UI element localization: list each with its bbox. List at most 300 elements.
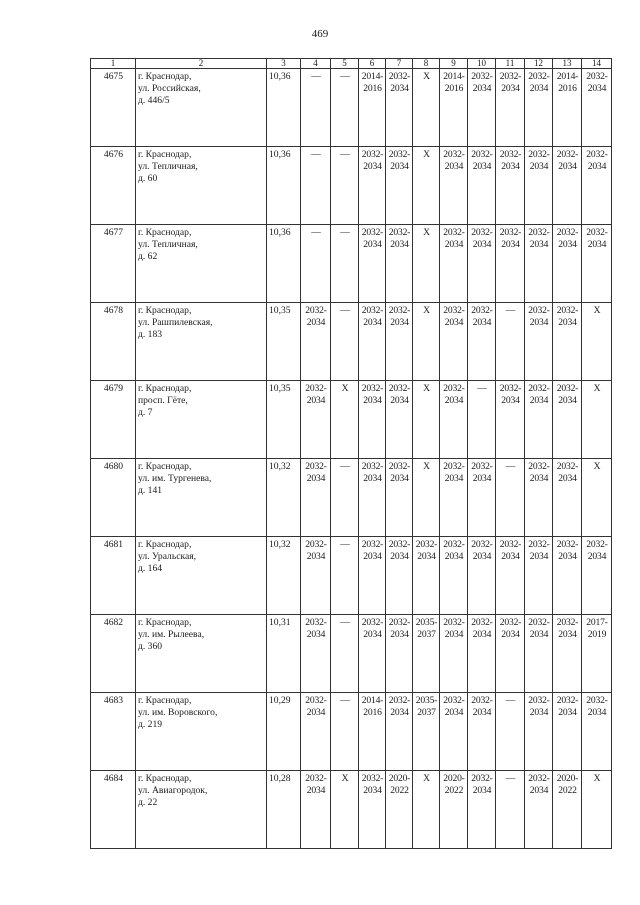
period-cell <box>468 615 496 693</box>
period-line: 2032- <box>528 383 550 394</box>
period-line: 2032- <box>305 539 327 550</box>
period-line: X <box>423 149 430 160</box>
period-line: 2034 <box>472 83 492 94</box>
address-line: д. 219 <box>138 719 163 730</box>
period-line: 2032- <box>528 773 550 784</box>
period-cell <box>582 225 612 303</box>
period-line: 2034 <box>472 707 492 718</box>
period-line: 2014- <box>443 71 465 82</box>
row-number: 4684 <box>91 771 136 849</box>
period-cell <box>359 381 386 459</box>
period-line: 2032- <box>388 383 411 394</box>
period-cell <box>525 459 553 537</box>
period-cell <box>331 615 359 693</box>
period-line: 2034 <box>558 161 577 172</box>
period-line: 2034 <box>390 395 409 406</box>
address-line: ул. им. Воровского, <box>138 707 218 718</box>
address-cell <box>136 303 267 381</box>
period-cell <box>496 615 525 693</box>
period-cell <box>359 537 386 615</box>
period-line: X <box>423 227 430 238</box>
period-line: 2034 <box>390 473 409 484</box>
period-cell <box>359 225 386 303</box>
period-line: 2032- <box>586 539 608 550</box>
period-cell <box>582 381 612 459</box>
period-line: 2034 <box>363 395 382 406</box>
period-line: X <box>423 461 430 472</box>
period-line: 2032- <box>556 227 579 238</box>
period-line: 2032- <box>528 539 550 550</box>
area-cell: 10,29 <box>267 693 301 771</box>
column-header: 13 <box>553 59 582 69</box>
period-line: — <box>311 149 321 160</box>
period-cell <box>331 225 359 303</box>
period-line: 2034 <box>444 707 464 718</box>
table-row <box>91 303 612 381</box>
period-cell <box>386 225 413 303</box>
period-cell <box>331 303 359 381</box>
period-line: 2034 <box>444 551 464 562</box>
period-line: 2016 <box>363 707 382 718</box>
period-cell <box>331 693 359 771</box>
period-line: 2034 <box>587 239 607 250</box>
period-line: 2032- <box>556 695 579 706</box>
period-line: 2032- <box>528 227 550 238</box>
period-line: 2034 <box>529 785 549 796</box>
period-line: X <box>423 71 430 82</box>
period-line: 2016 <box>363 83 382 94</box>
period-cell <box>301 459 331 537</box>
address-line: г. Краснодар, <box>138 149 192 160</box>
period-line: 2032- <box>305 617 327 628</box>
period-line: 2032- <box>586 71 608 82</box>
period-cell <box>525 147 553 225</box>
period-cell <box>359 69 386 147</box>
address-line: г. Краснодар, <box>138 71 192 82</box>
period-line: 2032- <box>305 695 327 706</box>
period-line: 2034 <box>472 785 492 796</box>
address-line: просп. Гёте, <box>138 395 188 406</box>
row-number: 4677 <box>91 225 136 303</box>
period-line: 2032- <box>388 539 411 550</box>
period-line: — <box>340 227 350 238</box>
period-line: 2032- <box>388 695 411 706</box>
period-line: 2034 <box>558 395 577 406</box>
period-cell <box>331 69 359 147</box>
period-cell <box>359 303 386 381</box>
period-cell <box>301 225 331 303</box>
period-line: 2034 <box>558 239 577 250</box>
area-cell: 10,36 <box>267 147 301 225</box>
period-cell <box>525 693 553 771</box>
period-cell <box>582 537 612 615</box>
period-line: 2032- <box>361 617 384 628</box>
period-line: 2034 <box>363 161 382 172</box>
period-line: 2037 <box>417 707 436 718</box>
period-line: 2034 <box>587 161 607 172</box>
table-row <box>91 225 612 303</box>
period-line: 2032- <box>556 539 579 550</box>
period-line: 2034 <box>472 161 492 172</box>
column-header: 1 <box>91 59 136 69</box>
address-line: ул. Уральская, <box>138 551 197 562</box>
period-cell <box>440 147 468 225</box>
period-cell <box>553 693 582 771</box>
address-cell <box>136 537 267 615</box>
row-number: 4680 <box>91 459 136 537</box>
period-line: 2032- <box>415 539 438 550</box>
period-line: 2034 <box>558 707 577 718</box>
period-line: 2034 <box>363 473 382 484</box>
period-line: 2032- <box>443 461 465 472</box>
period-line: — <box>340 305 350 316</box>
period-cell <box>468 537 496 615</box>
period-line: 2034 <box>587 707 607 718</box>
period-cell <box>468 381 496 459</box>
period-line: 2032- <box>471 617 493 628</box>
period-line: 2032- <box>361 539 384 550</box>
address-cell <box>136 147 267 225</box>
row-number: 4679 <box>91 381 136 459</box>
period-line: 2032- <box>361 461 384 472</box>
address-line: г. Краснодар, <box>138 305 192 316</box>
period-line: 2034 <box>529 239 549 250</box>
period-line: X <box>593 383 601 394</box>
period-line: 2032- <box>388 227 411 238</box>
period-line: 2032- <box>471 773 493 784</box>
period-cell <box>386 771 413 849</box>
period-cell <box>468 225 496 303</box>
address-cell <box>136 615 267 693</box>
period-cell <box>331 147 359 225</box>
period-line: 2032- <box>499 383 522 394</box>
address-line: д. 360 <box>138 641 163 652</box>
row-number: 4683 <box>91 693 136 771</box>
period-line: 2032- <box>443 149 465 160</box>
period-cell <box>359 693 386 771</box>
period-line: 2032- <box>361 149 384 160</box>
column-header: 11 <box>496 59 525 69</box>
period-line: 2032- <box>361 227 384 238</box>
period-line: 2032- <box>471 305 493 316</box>
address-cell <box>136 693 267 771</box>
period-line: 2034 <box>390 83 409 94</box>
period-cell <box>496 69 525 147</box>
address-line: г. Краснодар, <box>138 695 192 706</box>
period-cell <box>413 537 440 615</box>
period-cell <box>331 381 359 459</box>
column-header: 10 <box>468 59 496 69</box>
period-line: 2032- <box>556 617 579 628</box>
period-cell <box>468 303 496 381</box>
address-line: д. 446/5 <box>138 95 170 106</box>
period-cell <box>301 771 331 849</box>
period-line: 2032- <box>361 773 384 784</box>
period-line: 2019 <box>587 629 607 640</box>
period-line: 2034 <box>390 629 409 640</box>
period-cell <box>525 303 553 381</box>
period-line: 2032- <box>499 617 522 628</box>
period-cell <box>582 147 612 225</box>
table-row <box>91 693 612 771</box>
period-line: 2032- <box>388 461 411 472</box>
period-cell <box>359 771 386 849</box>
period-cell <box>386 147 413 225</box>
period-line: 2034 <box>306 551 326 562</box>
period-cell <box>359 147 386 225</box>
address-line: г. Краснодар, <box>138 227 192 238</box>
area-cell: 10,36 <box>267 225 301 303</box>
period-line: 2034 <box>529 317 549 328</box>
period-cell <box>582 459 612 537</box>
period-line: 2022 <box>390 785 409 796</box>
period-cell <box>496 381 525 459</box>
period-cell <box>301 615 331 693</box>
period-line: 2022 <box>558 785 577 796</box>
period-line: 2032- <box>556 383 579 394</box>
address-line: ул. им. Рылеева, <box>138 629 205 640</box>
period-line: 2034 <box>306 473 326 484</box>
period-cell <box>468 771 496 849</box>
address-line: г. Краснодар, <box>138 617 192 628</box>
address-line: д. 22 <box>138 797 158 808</box>
period-line: — <box>505 773 516 784</box>
period-cell <box>386 537 413 615</box>
period-cell <box>413 615 440 693</box>
period-line: 2034 <box>363 785 382 796</box>
period-line: 2032- <box>443 695 465 706</box>
period-cell <box>440 69 468 147</box>
period-cell <box>359 615 386 693</box>
period-cell <box>553 771 582 849</box>
period-cell <box>413 225 440 303</box>
table-row <box>91 537 612 615</box>
row-number: 4676 <box>91 147 136 225</box>
area-cell: 10,28 <box>267 771 301 849</box>
period-line: 2034 <box>501 629 520 640</box>
period-line: 2022 <box>444 785 464 796</box>
period-line: 2020- <box>388 773 411 784</box>
period-cell <box>525 225 553 303</box>
row-number: 4682 <box>91 615 136 693</box>
period-line: 2016 <box>444 83 464 94</box>
column-header: 9 <box>440 59 468 69</box>
column-header: 14 <box>582 59 612 69</box>
period-line: 2032- <box>499 71 522 82</box>
period-cell <box>582 303 612 381</box>
period-line: 2034 <box>501 161 520 172</box>
period-line: 2032- <box>586 149 608 160</box>
period-line: X <box>341 773 349 784</box>
address-line: ул. Тепличная, <box>138 239 198 250</box>
period-cell <box>413 459 440 537</box>
period-line: 2034 <box>501 239 520 250</box>
period-line: 2032- <box>471 539 493 550</box>
period-line: 2034 <box>529 161 549 172</box>
period-line: 2016 <box>558 83 577 94</box>
period-line: 2035- <box>415 617 438 628</box>
period-cell <box>440 693 468 771</box>
address-line: ул. Тепличная, <box>138 161 198 172</box>
address-cell <box>136 225 267 303</box>
period-cell <box>301 381 331 459</box>
period-cell <box>386 459 413 537</box>
table-row <box>91 771 612 849</box>
period-line: 2034 <box>558 317 577 328</box>
period-line: 2034 <box>587 83 607 94</box>
period-cell <box>440 225 468 303</box>
column-header: 8 <box>413 59 440 69</box>
period-cell <box>386 615 413 693</box>
period-cell <box>582 693 612 771</box>
period-line: 2034 <box>306 707 326 718</box>
period-cell <box>331 771 359 849</box>
period-cell <box>413 69 440 147</box>
period-line: 2034 <box>472 473 492 484</box>
period-cell <box>582 771 612 849</box>
period-line: 2034 <box>390 707 409 718</box>
address-line: г. Краснодар, <box>138 539 192 550</box>
period-line: 2034 <box>306 785 326 796</box>
table-row <box>91 147 612 225</box>
period-cell <box>440 381 468 459</box>
period-line: 2034 <box>444 239 464 250</box>
period-cell <box>496 693 525 771</box>
period-line: 2034 <box>363 551 382 562</box>
period-line: 2032- <box>556 149 579 160</box>
address-line: г. Краснодар, <box>138 461 192 472</box>
period-line: 2032- <box>528 461 550 472</box>
period-line: X <box>423 383 430 394</box>
period-line: 2032- <box>556 461 579 472</box>
header-row <box>91 59 612 69</box>
period-cell <box>496 459 525 537</box>
period-line: 2032- <box>471 71 493 82</box>
period-line: 2034 <box>529 473 549 484</box>
period-cell <box>413 771 440 849</box>
period-line: 2034 <box>529 629 549 640</box>
period-cell <box>301 693 331 771</box>
column-header: 7 <box>386 59 413 69</box>
period-cell <box>582 615 612 693</box>
table-row <box>91 459 612 537</box>
period-line: — <box>340 149 350 160</box>
period-line: 2032- <box>528 617 550 628</box>
address-line: д. 62 <box>138 251 158 262</box>
period-cell <box>553 303 582 381</box>
period-cell <box>301 303 331 381</box>
period-line: 2032- <box>388 305 411 316</box>
row-number: 4675 <box>91 69 136 147</box>
period-line: 2032- <box>586 227 608 238</box>
period-cell <box>496 537 525 615</box>
period-line: 2032- <box>499 149 522 160</box>
table-row <box>91 615 612 693</box>
period-line: — <box>311 71 321 82</box>
period-line: 2034 <box>444 395 464 406</box>
area-cell: 10,31 <box>267 615 301 693</box>
address-line: д. 164 <box>138 563 163 574</box>
period-line: 2032- <box>361 305 384 316</box>
period-cell <box>553 69 582 147</box>
address-line: ул. Авиагородок, <box>138 785 208 796</box>
period-line: 2037 <box>417 629 436 640</box>
period-cell <box>301 537 331 615</box>
area-cell: 10,35 <box>267 303 301 381</box>
period-cell <box>525 771 553 849</box>
address-line: д. 183 <box>138 329 163 340</box>
column-header: 5 <box>331 59 359 69</box>
period-line: 2034 <box>390 551 409 562</box>
period-line: 2032- <box>471 149 493 160</box>
period-cell <box>496 147 525 225</box>
address-cell <box>136 69 267 147</box>
address-line: г. Краснодар, <box>138 773 192 784</box>
period-line: 2034 <box>444 317 464 328</box>
period-line: 2032- <box>499 539 522 550</box>
period-cell <box>386 381 413 459</box>
period-cell <box>413 381 440 459</box>
period-cell <box>553 147 582 225</box>
period-line: 2032- <box>443 305 465 316</box>
address-line: д. 141 <box>138 485 163 496</box>
period-line: 2032- <box>586 695 608 706</box>
period-line: 2034 <box>390 317 409 328</box>
period-line: X <box>593 461 601 472</box>
period-line: 2017- <box>586 617 608 628</box>
period-line: 2032- <box>443 539 465 550</box>
period-line: 2034 <box>501 83 520 94</box>
period-line: — <box>340 461 350 472</box>
period-line: 2032- <box>388 149 411 160</box>
column-header: 6 <box>359 59 386 69</box>
data-table <box>90 58 612 849</box>
period-cell <box>440 459 468 537</box>
address-cell <box>136 381 267 459</box>
period-line: 2032- <box>528 695 550 706</box>
column-header: 12 <box>525 59 553 69</box>
period-line: 2034 <box>417 551 436 562</box>
period-line: 2034 <box>444 161 464 172</box>
period-cell <box>331 459 359 537</box>
period-cell <box>413 147 440 225</box>
period-cell <box>468 693 496 771</box>
period-line: 2034 <box>558 551 577 562</box>
period-line: 2014- <box>361 695 384 706</box>
period-cell <box>525 381 553 459</box>
period-line: 2020- <box>443 773 465 784</box>
period-line: 2032- <box>305 383 327 394</box>
table-row <box>91 69 612 147</box>
period-line: 2034 <box>306 395 326 406</box>
period-line: X <box>593 773 601 784</box>
period-line: 2034 <box>444 629 464 640</box>
address-line: ул. им. Тургенева, <box>138 473 212 484</box>
column-header: 3 <box>267 59 301 69</box>
period-line: 2034 <box>558 629 577 640</box>
period-cell <box>440 303 468 381</box>
period-line: 2032- <box>388 71 411 82</box>
address-line: г. Краснодар, <box>138 383 192 394</box>
period-line: 2034 <box>390 239 409 250</box>
address-line: ул. Российская, <box>138 83 201 94</box>
address-cell <box>136 771 267 849</box>
period-line: X <box>423 773 430 784</box>
area-cell: 10,36 <box>267 69 301 147</box>
period-line: 2032- <box>443 227 465 238</box>
period-cell <box>525 537 553 615</box>
period-line: 2032- <box>471 695 493 706</box>
